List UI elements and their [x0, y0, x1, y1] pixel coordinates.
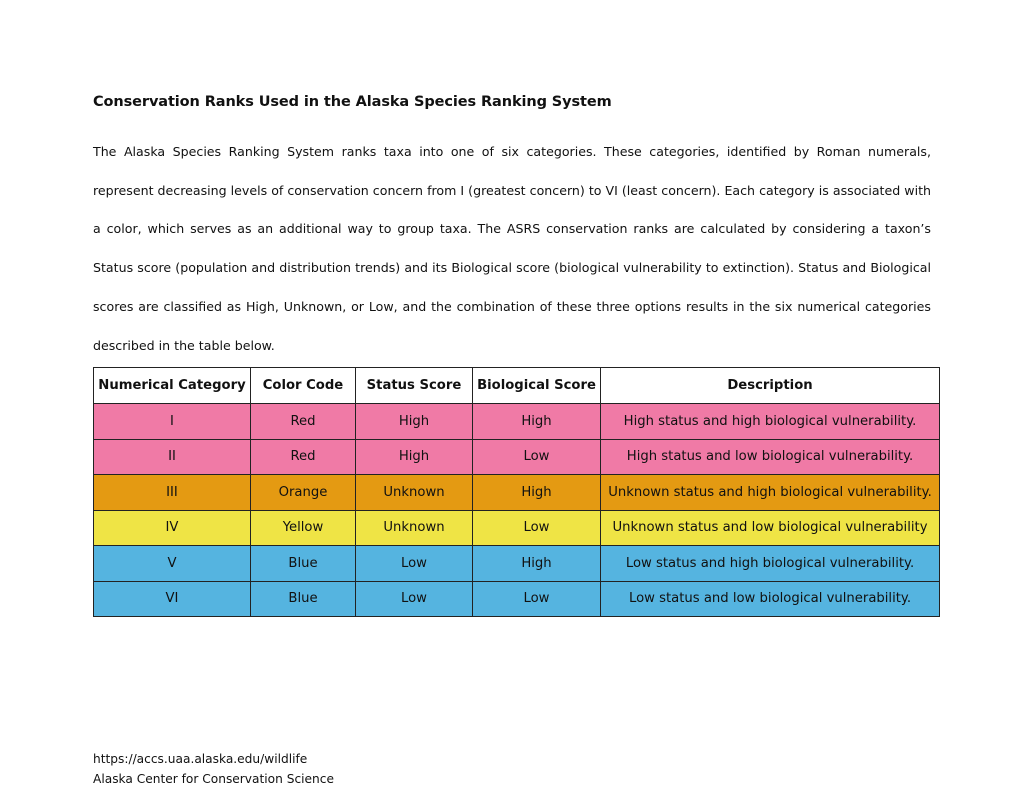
cell-description: High status and low biological vulnerability. — [601, 439, 940, 475]
cell-color-code: Yellow — [251, 510, 356, 546]
cell-biological-score: Low — [473, 510, 601, 546]
page-footer — [93, 749, 334, 789]
cell-biological-score: High — [473, 475, 601, 511]
cell-biological-score: Low — [473, 581, 601, 617]
cell-category: I — [94, 404, 251, 440]
cell-status-score: Unknown — [356, 475, 473, 511]
table-row — [94, 404, 940, 440]
cell-biological-score: Low — [473, 439, 601, 475]
cell-category: III — [94, 475, 251, 511]
cell-color-code: Red — [251, 439, 356, 475]
cell-category: V — [94, 546, 251, 582]
table-row — [94, 439, 940, 475]
header-numerical-category: Numerical Category — [94, 368, 251, 404]
table-header-row — [94, 368, 940, 404]
cell-color-code: Orange — [251, 475, 356, 511]
table-row — [94, 581, 940, 617]
footer-url: https://accs.uaa.alaska.edu/wildlife — [93, 752, 308, 766]
intro-paragraph: The Alaska Species Ranking System ranks taxa into one of six categories. These categories, identified by Roman numerals, represent decreasing levels of conservation concern from I (greatest concern) to VI (least concern). Each category is associated with a color, which serves as an additional way to group taxa. The ASRS conservation ranks are calculated by considering a taxon’s Status score (population and distribution trends) and its Biological score (biological vulnerability to extinction). Status and Biological scores are classified as High, Unknown, or Low, and the combination of these three options results in the six numerical categories described in the table below. — [93, 144, 931, 353]
footer-organization: Alaska Center for Conservation Science — [93, 772, 334, 786]
cell-color-code: Blue — [251, 581, 356, 617]
cell-description: High status and high biological vulnerability. — [601, 404, 940, 440]
header-biological-score: Biological Score — [473, 368, 601, 404]
cell-status-score: Low — [356, 581, 473, 617]
table-row — [94, 510, 940, 546]
page-title: Conservation Ranks Used in the Alaska Species Ranking System — [93, 94, 612, 110]
cell-category: IV — [94, 510, 251, 546]
cell-color-code: Red — [251, 404, 356, 440]
cell-status-score: Low — [356, 546, 473, 582]
conservation-ranks-table — [93, 367, 940, 617]
cell-color-code: Blue — [251, 546, 356, 582]
cell-category: II — [94, 439, 251, 475]
header-description: Description — [601, 368, 940, 404]
table-row — [94, 475, 940, 511]
header-status-score: Status Score — [356, 368, 473, 404]
cell-description: Low status and high biological vulnerability. — [601, 546, 940, 582]
cell-status-score: High — [356, 439, 473, 475]
cell-status-score: High — [356, 404, 473, 440]
cell-biological-score: High — [473, 404, 601, 440]
table-row — [94, 546, 940, 582]
cell-biological-score: High — [473, 546, 601, 582]
cell-description: Low status and low biological vulnerability. — [601, 581, 940, 617]
cell-description: Unknown status and high biological vulnerability. — [601, 475, 940, 511]
cell-description: Unknown status and low biological vulnerability — [601, 510, 940, 546]
cell-status-score: Unknown — [356, 510, 473, 546]
header-color-code: Color Code — [251, 368, 356, 404]
cell-category: VI — [94, 581, 251, 617]
